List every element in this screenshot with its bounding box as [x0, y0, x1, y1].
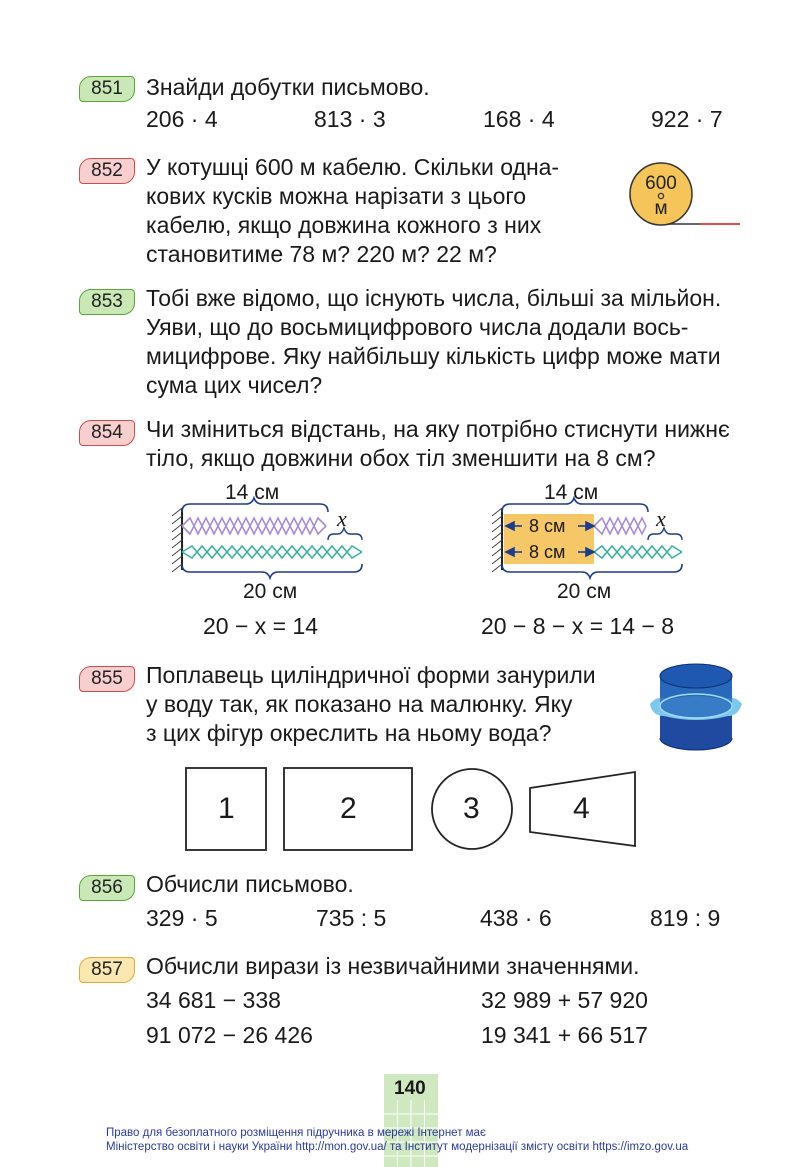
- spool-unit: м: [654, 198, 668, 219]
- task-853-line: мицифрове. Яку найбільшу кількість цифр може мати: [146, 343, 721, 369]
- task-number-853: 853: [79, 289, 135, 315]
- expr-857-1: 34 681 − 338: [146, 987, 281, 1013]
- expr-857-3: 91 072 − 26 426: [146, 1022, 313, 1048]
- right-equation: 20 − 8 − x = 14 − 8: [481, 613, 675, 639]
- expr-851-1: 206 · 4: [146, 106, 218, 132]
- expr-856-4: 819 : 9: [650, 905, 721, 931]
- task-857-text: Обчисли вирази із незвичайними значеннями.: [146, 953, 640, 979]
- expr-856-3: 438 · 6: [480, 905, 552, 931]
- answer-shapes: [180, 764, 640, 854]
- spool-value: 600: [645, 173, 677, 194]
- right-top-length: 14 см: [544, 481, 599, 504]
- arrow-label-top: 8 см: [529, 516, 566, 536]
- task-855-line: у воду так, як показано на малюнку. Яку: [146, 691, 573, 717]
- task-853-text: [146, 284, 740, 400]
- task-856-text: Обчисли письмово.: [146, 871, 354, 897]
- task-number-856: 856: [79, 875, 135, 901]
- right-bottom-length: 20 см: [557, 580, 612, 603]
- task-855-line: Поплавець циліндричної форми занурили: [146, 662, 596, 688]
- task-852-text: [146, 153, 566, 269]
- page-number: 140: [394, 1078, 426, 1099]
- shape-2-rectangle[interactable]: 2: [340, 792, 357, 825]
- task-853-line: Уяви, що до восьмицифрового числа додали вось-: [146, 314, 689, 340]
- left-top-length: 14 см: [225, 481, 280, 504]
- shape-4-trapezoid[interactable]: 4: [573, 792, 590, 825]
- task-number-857: 857: [79, 957, 135, 983]
- task-852-line: У котушці 600 м кабелю. Скільки одна-: [146, 154, 560, 180]
- expr-851-2: 813 · 3: [314, 106, 386, 132]
- task-number-855: 855: [79, 666, 135, 692]
- task-851-text: Знайди добутки письмово.: [146, 74, 430, 100]
- footer-line-1: Право для безоплатного розміщення підручника в мережі Інтернет має: [106, 1127, 486, 1139]
- expr-856-2: 735 : 5: [316, 905, 387, 931]
- task-852-line: становитиме 78 м? 220 м? 22 м?: [146, 241, 497, 267]
- right-x-label: x: [656, 506, 666, 531]
- left-equation: 20 − x = 14: [203, 613, 319, 639]
- task-852-line: кових кусків можна нарізати з цього: [146, 183, 527, 209]
- cable-spool-illustration: [620, 160, 745, 235]
- float-cylinder-illustration: [648, 658, 743, 762]
- expr-851-4: 922 · 7: [651, 106, 723, 132]
- task-number-852: 852: [79, 158, 135, 184]
- expr-856-1: 329 · 5: [146, 905, 218, 931]
- left-bottom-length: 20 см: [243, 580, 298, 603]
- task-854-text: [146, 415, 740, 473]
- shape-3-circle[interactable]: 3: [463, 792, 480, 825]
- task-855-line: з цих фігур окреслить на ньому вода?: [146, 720, 552, 746]
- task-number-854: 854: [79, 420, 135, 446]
- task-854-line: Чи зміниться відстань, на яку потрібно стиснути нижнє: [146, 416, 730, 442]
- task-854-line: тіло, якщо довжини обох тіл зменшити на 8 см?: [146, 445, 656, 471]
- task-852-line: кабелю, якщо довжина кожного з них: [146, 212, 542, 238]
- left-x-label: x: [337, 506, 347, 531]
- expr-857-2: 32 989 + 57 920: [481, 987, 648, 1013]
- shape-1-square[interactable]: 1: [218, 792, 235, 825]
- task-853-line: сума цих чисел?: [146, 372, 323, 398]
- task-number-851: 851: [79, 76, 135, 102]
- expr-851-3: 168 · 4: [483, 106, 555, 132]
- task-853-line: Тобі вже відомо, що існують числа, більші за мільйон.: [146, 285, 722, 311]
- expr-857-4: 19 341 + 66 517: [481, 1022, 648, 1048]
- arrow-label-bottom: 8 см: [529, 542, 566, 562]
- task-855-text: [146, 661, 616, 748]
- footer-line-2: Міністерство освіти і науки України http://mon.gov.ua/ та Інститут модернізації змісту освіти https://imzo.gov.ua: [106, 1141, 689, 1153]
